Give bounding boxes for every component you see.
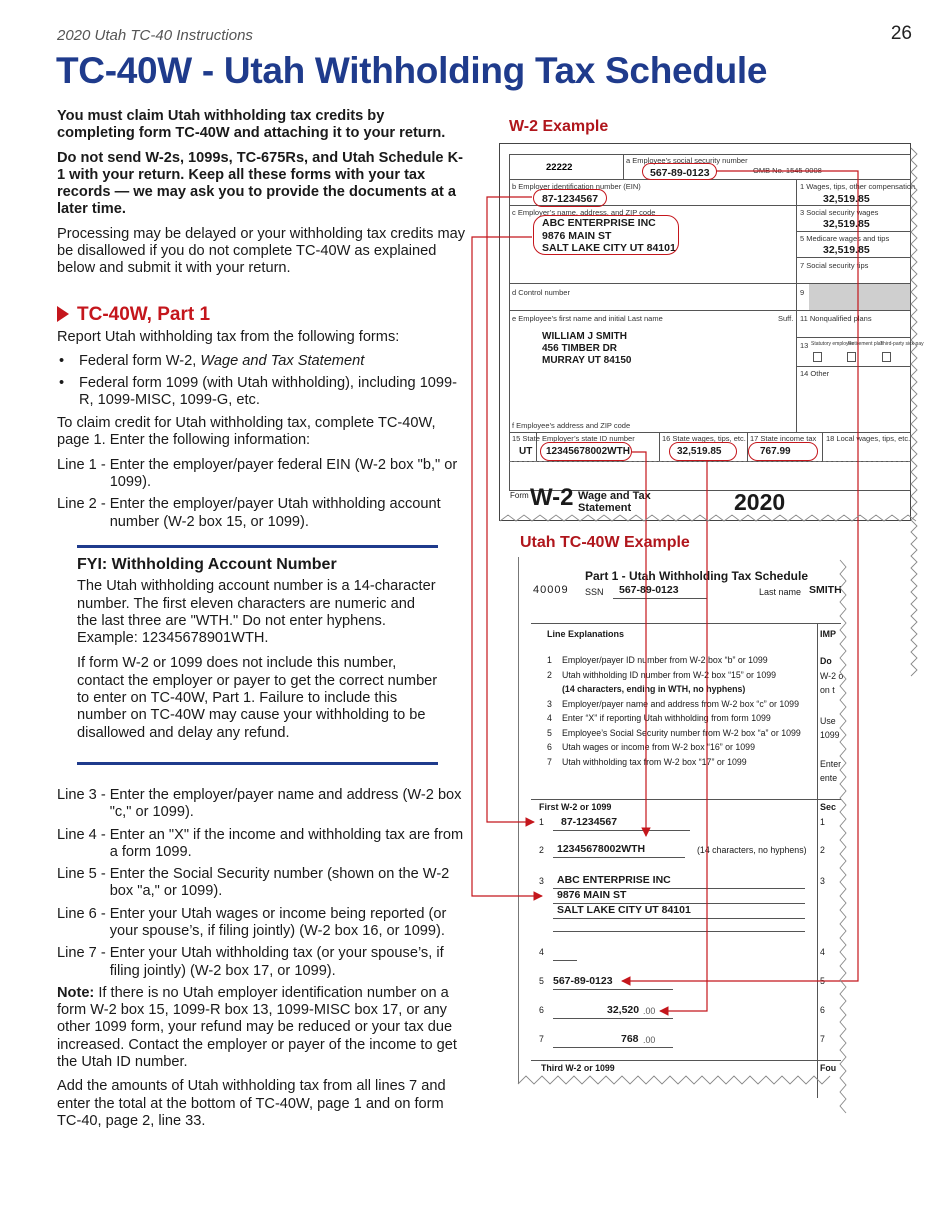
- w2-control-code: 22222: [546, 162, 573, 173]
- tc40w-first-head: First W-2 or 1099: [539, 802, 612, 812]
- line-number-second: 5: [820, 976, 825, 986]
- w2-employee-name: WILLIAM J SMITH: [542, 331, 627, 342]
- w2-form-name: W-2: [530, 484, 574, 511]
- tc40w-third-head: Third W-2 or 1099: [541, 1063, 615, 1073]
- tc40w-line1-value: 87-1234567: [561, 816, 618, 828]
- w2-d-label: d Control number: [512, 288, 570, 297]
- w2-box13-label: 13: [800, 341, 809, 350]
- tc40w-sec-head: Sec: [820, 802, 837, 812]
- intro-paragraph-1: You must claim Utah withholding tax credits by completing form TC-40W and attaching it to your return.: [57, 108, 446, 142]
- w2-checkbox-statutory: [813, 352, 822, 362]
- w2-box16-label: 16 State wages, tips, etc.: [662, 434, 746, 443]
- instructions-column: [57, 108, 466, 1137]
- explanation-text: Utah withholding ID number from W-2 box “15” or 1099: [562, 669, 776, 680]
- line-number-second: 4: [820, 947, 825, 957]
- explanation-number: 5: [547, 727, 552, 738]
- tc40w-imp: IMP: [820, 629, 837, 639]
- w2-box18-label: 18 Local wages, tips, etc.: [826, 434, 911, 443]
- tc40w-line5-value: 567-89-0123: [553, 975, 613, 987]
- explanation-number: 3: [547, 698, 552, 709]
- explanation-text: Utah withholding tax from W-2 box “17” or 1099: [562, 756, 747, 767]
- w2-box1-value: 32,519.85: [823, 193, 870, 205]
- explanation-number: 2: [547, 669, 552, 680]
- section-heading-text: TC-40W, Part 1: [77, 303, 211, 325]
- list-item: • Federal form 1099 (with Utah withholding), including 1099-R, 1099-MISC, 1099-G, etc.: [57, 375, 466, 410]
- line-number: 1: [539, 817, 544, 827]
- list-item: • Federal form W-2, Wage and Tax Statement: [57, 353, 466, 370]
- right-fragment: on t: [820, 685, 835, 695]
- w2-year: 2020: [734, 489, 786, 515]
- page-number: 26: [890, 23, 912, 44]
- right-fragment: Enter: [820, 759, 842, 769]
- intro-paragraph-2: Do not send W-2s, 1099s, TC-675Rs, and Utah Schedule K-1 with your return. Keep all these forms with your tax records — we may ask you to provide the documents at a later time.: [57, 149, 463, 218]
- tc40w-line6-cents: .00: [643, 1006, 656, 1016]
- tc40w-line2-note: (14 characters, no hyphens): [697, 845, 807, 855]
- highlight-employer: [533, 215, 679, 255]
- w2-e-label: e Employee’s first name and initial Last name: [512, 314, 663, 323]
- explanation-text: Enter “X” if reporting Utah withholding from form 1099: [562, 713, 771, 723]
- line-number: 5: [539, 976, 544, 986]
- w2-box1-label: 1 Wages, tips, other compensation: [800, 182, 916, 191]
- line-number: 2: [539, 845, 544, 855]
- w2-box3-value: 32,519.85: [823, 218, 870, 230]
- w2-box5-label: 5 Medicare wages and tips: [800, 234, 890, 243]
- right-fragment: Do: [820, 656, 832, 666]
- w2-state: UT: [519, 446, 533, 457]
- line-number: 4: [539, 947, 544, 957]
- tc40w-line3-name: ABC ENTERPRISE INC: [557, 874, 671, 886]
- w2-box13-thirdparty: Third-party sick pay: [880, 341, 924, 347]
- tc40w-line7-value: 768: [621, 1033, 639, 1045]
- report-text: Report Utah withholding tax from the following forms:: [57, 328, 400, 345]
- explanation-text: Employer/payer ID number from W-2 box “b” or 1099: [562, 655, 768, 665]
- line-number: 7: [539, 1034, 544, 1044]
- w2-box17-value: 767.99: [760, 446, 791, 457]
- page-title: TC-40W - Utah Withholding Tax Schedule: [56, 50, 768, 91]
- w2-employee-street: 456 TIMBER DR: [542, 343, 618, 354]
- w2-box9-label: 9: [800, 288, 805, 297]
- w2-checkbox-retirement: [847, 352, 856, 362]
- w2-ssn: 567-89-0123: [650, 167, 710, 179]
- explanation-text: Employee’s Social Security number from W-2 box “a” or 1099: [562, 727, 801, 738]
- tc40w-example-title: Utah TC-40W Example: [520, 534, 690, 551]
- w2-box15-label: 15 State Employer’s state ID number: [512, 434, 635, 443]
- w2-shaded-box: [809, 284, 910, 310]
- line-instructions-1: Line 1 - Enter the employer/payer federal EIN (W-2 box "b," or 1099). Line 2 - Enter the employer/payer Utah withholding account number (W-2 box 15, or 1099).: [57, 456, 458, 530]
- w2-box3-label: 3 Social security wages: [800, 208, 879, 217]
- w2-example-title: W-2 Example: [509, 118, 609, 135]
- w2-a-label: a Employee’s social security number: [626, 156, 748, 165]
- w2-state-id: 12345678002WTH: [546, 446, 630, 457]
- line-number-second: 1: [820, 817, 825, 827]
- w2-f-label: f Employee’s address and ZIP code: [512, 421, 631, 430]
- tc40w-code: 40009: [533, 584, 569, 596]
- w2-box13-retirement: Retirement plan: [848, 341, 884, 347]
- line-number-second: 7: [820, 1034, 825, 1044]
- section-heading: [57, 303, 466, 325]
- right-fragment: 1099: [820, 730, 840, 740]
- w2-box14-label: 14 Other: [800, 369, 830, 378]
- w2-employer-street: 9876 MAIN ST: [542, 230, 612, 242]
- w2-box13-statutory: Statutory employee: [811, 341, 855, 347]
- w2-box17-label: 17 State income tax: [750, 434, 817, 443]
- tc40w-ssn: 567-89-0123: [619, 584, 679, 596]
- line-number: 3: [539, 876, 544, 886]
- w2-box5-value: 32,519.85: [823, 244, 870, 256]
- tc40w-part-title: Part 1 - Utah Withholding Tax Schedule: [585, 569, 809, 583]
- tc40w-explanations-head: Line Explanations: [547, 629, 625, 639]
- tc40w-form: [518, 557, 844, 1084]
- w2-ein: 87-1234567: [542, 193, 599, 205]
- line-number-second: 2: [820, 845, 825, 855]
- fyi-box: [77, 545, 438, 765]
- w2-employer-city: SALT LAKE CITY UT 84101: [542, 242, 676, 254]
- highlight-box16: [669, 442, 737, 461]
- explanation-text: Employer/payer name and address from W-2 box “c” or 1099: [562, 698, 799, 709]
- explanation-number: 7: [547, 756, 552, 767]
- right-fragment: Use: [820, 716, 836, 726]
- line-instructions-2: Line 3 - Enter the employer/payer name and address (W-2 box "c," or 1099). Line 4 - Enter an "X" if the income and withholding tax are from a form 1099. Line 5 - Enter the Social Security number (shown on the W-2 box "a," or 1099). Line 6 - Enter your Utah wages or income being reported (or your spouse’s, if filing jointly) (W-2 box 16, or 1099). Line 7 - Enter your Utah withholding tax (or your spouse’s, if filing jointly) (W-2 box 17, or 1099).: [57, 786, 464, 979]
- document-header: 2020 Utah TC-40 Instructions: [57, 27, 253, 44]
- w2-employee-city: MURRAY UT 84150: [542, 355, 632, 366]
- explanation-text: Utah wages or income from W-2 box “16” or 1099: [562, 742, 755, 752]
- w2-form: [499, 143, 924, 521]
- fyi-title: FYI: Withholding Account Number: [77, 555, 337, 573]
- intro-paragraph-3: Processing may be delayed or your withholding tax credits may be disallowed if you do not complete TC-40W as explained below and submit it with your return.: [57, 225, 466, 277]
- explanation-number: 4: [547, 713, 552, 723]
- fyi-paragraph-1: The Utah withholding account number is a 14-character number. The first eleven characters are numeric and the last three are "WTH." Do not enter hyphens. Example: 12345678901WTH.: [77, 578, 436, 647]
- explanation-number: 1: [547, 655, 552, 665]
- highlight-box17: [748, 442, 818, 461]
- forms-list: [57, 353, 466, 409]
- tc40w-line7-cents: .00: [643, 1035, 656, 1045]
- w2-form-word: Form: [510, 491, 529, 500]
- note-paragraph: Note: If there is no Utah employer identification number on a form W-2 box 15, 1099-R box 13, 1099-MISC box 17, or any other 1099 form, your refund may be reduced or your tax due increased. Contact the employer or payer of the income to get the Utah ID number.: [57, 984, 457, 1071]
- w2-box11-label: 11 Nonqualified plans: [800, 314, 872, 323]
- tc40w-ssn-label: SSN: [585, 587, 604, 597]
- tc40w-last-name-label: Last name: [759, 587, 802, 597]
- claim-text: To claim credit for Utah withholding tax, complete TC-40W, page 1. Enter the following information:: [57, 415, 436, 449]
- add-paragraph: Add the amounts of Utah withholding tax from all lines 7 and enter the total at the bottom of TC-40W, page 1 and on form TC-40, page 2, line 33.: [57, 1078, 446, 1129]
- tc40w-line2-value: 12345678002WTH: [557, 843, 646, 855]
- w2-omb: OMB No. 1545-0008: [753, 166, 822, 175]
- w2-suff-label: Suff.: [778, 314, 794, 323]
- triangle-icon: [57, 306, 69, 322]
- tc40w-line3-street: 9876 MAIN ST: [557, 889, 627, 901]
- right-fragment: W-2 o: [820, 671, 844, 681]
- w2-employer-name: ABC ENTERPRISE INC: [542, 217, 656, 229]
- w2-box16-value: 32,519.85: [677, 446, 722, 457]
- line-number: 6: [539, 1005, 544, 1015]
- tc40w-line6-value: 32,520: [607, 1004, 640, 1016]
- w2-checkbox-thirdparty: [882, 352, 891, 362]
- right-fragment: ente: [820, 773, 838, 783]
- highlight-ssn: [642, 163, 717, 180]
- explanation-number: 6: [547, 742, 552, 752]
- tc40w-last-name: SMITH: [809, 584, 842, 596]
- fyi-paragraph-2: If form W-2 or 1099 does not include this number, contact the employer or payer to get the correct number to enter on TC-40W, Part 1. Failure to include this number on TC-40W may cause your withholding to be disallowed and delay any refund.: [77, 655, 438, 741]
- tc40w-line3-city: SALT LAKE CITY UT 84101: [557, 904, 691, 916]
- w2-box7-label: 7 Social security tips: [800, 261, 869, 270]
- highlight-state-id: [540, 442, 632, 461]
- w2-b-label: b Employer identification number (EIN): [512, 182, 641, 191]
- w2-form-subtitle: Wage and Tax Statement: [578, 490, 651, 514]
- line-number-second: 3: [820, 876, 825, 886]
- w2-c-label: c Employer’s name, address, and ZIP code: [512, 208, 656, 217]
- highlight-ein: [533, 189, 607, 207]
- tc40w-fourth-head: Fou: [820, 1063, 837, 1073]
- line-number-second: 6: [820, 1005, 825, 1015]
- explanation-text: (14 characters, ending in WTH, no hyphens): [562, 684, 746, 694]
